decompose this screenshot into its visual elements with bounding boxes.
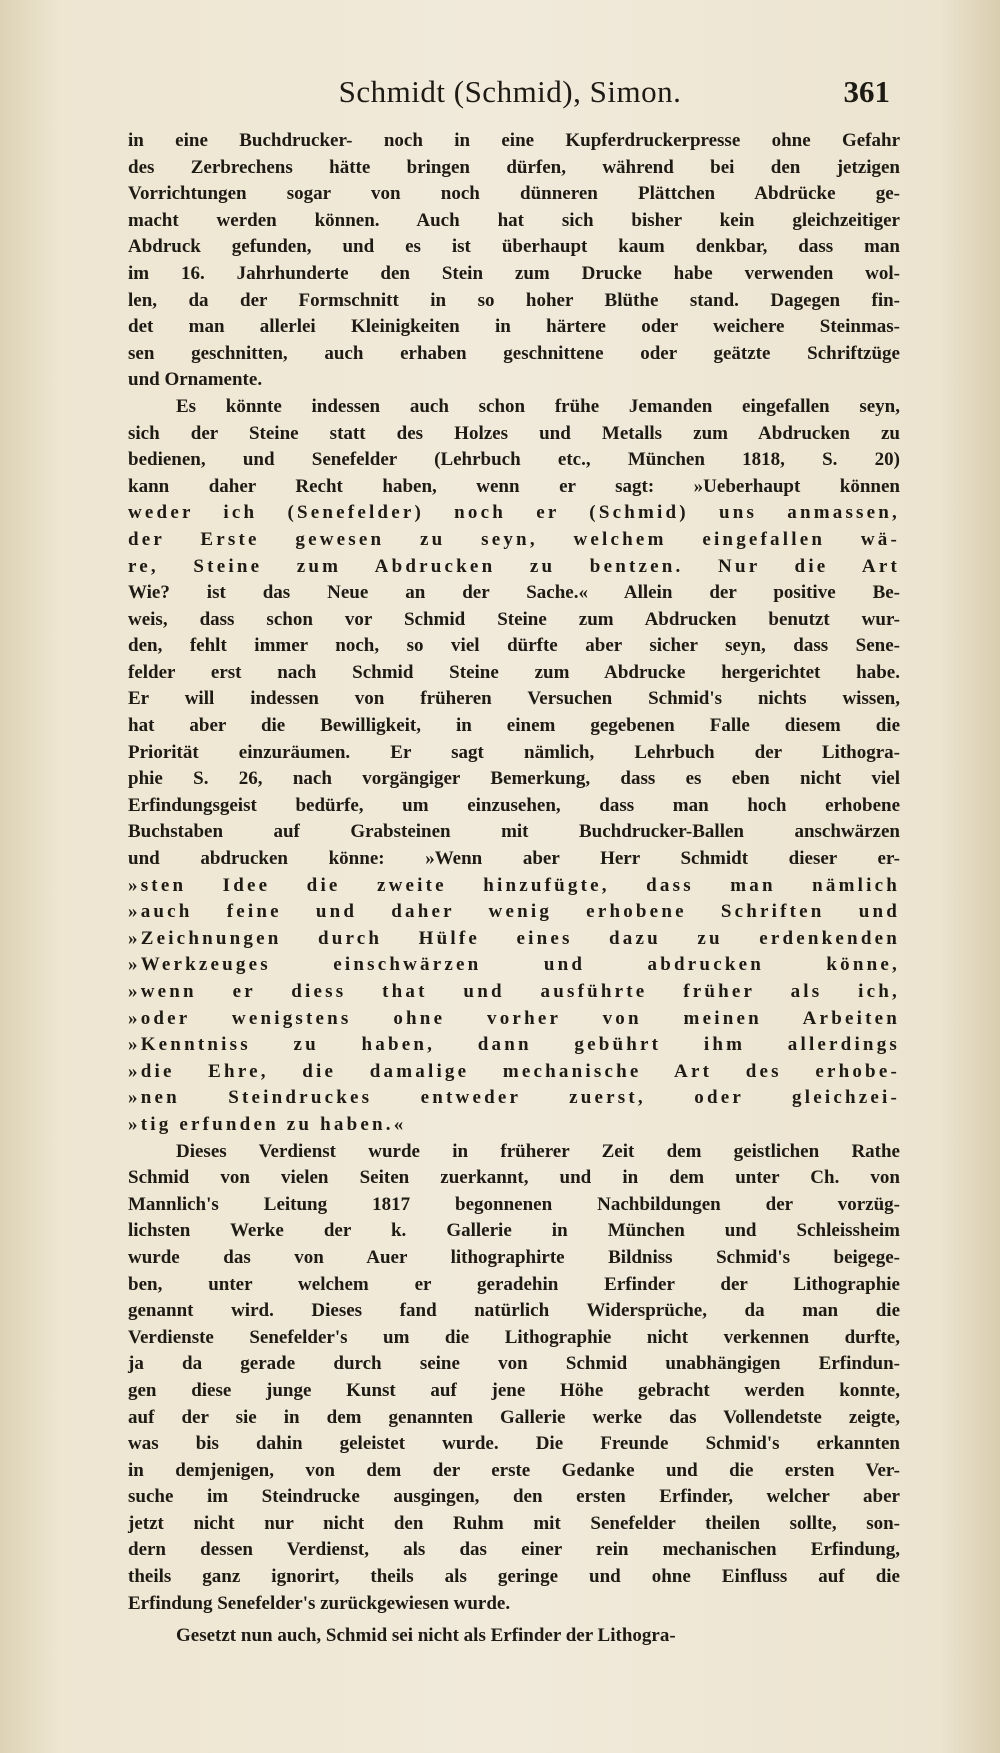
text-line: sen geschnitten, auch erhaben geschnittene oder geätzte Schriftzüge	[128, 342, 900, 364]
text-line: »Werkzeuges einschwärzen und abdrucken könne,	[128, 954, 900, 976]
text-line: ben, unter welchem er geradehin Erfinder der Lithographie	[128, 1273, 900, 1295]
text-line: Dieses Verdienst wurde in früherer Zeit dem geistlichen Rathe	[176, 1140, 900, 1162]
text-line: der Erste gewesen zu seyn, welchem eingefallen wä-	[128, 528, 900, 550]
text-line: in demjenigen, von dem der erste Gedanke und die ersten Ver-	[128, 1459, 900, 1481]
text-line: Mannlich's Leitung 1817 begonnenen Nachbildungen der vorzüg-	[128, 1193, 900, 1215]
text-line: »nen Steindruckes entweder zuerst, oder gleichzei-	[128, 1087, 900, 1109]
text-line: genannt wird. Dieses fand natürlich Widersprüche, da man die	[128, 1300, 900, 1322]
text-line: Priorität einzuräumen. Er sagt nämlich, Lehrbuch der Lithogra-	[128, 741, 900, 763]
text-line: sich der Steine statt des Holzes und Metalls zum Abdrucken zu	[128, 422, 900, 444]
text-line: »sten Idee die zweite hinzufügte, dass man nämlich	[128, 874, 900, 896]
text-line: dern dessen Verdienst, als das einer rein mechanischen Erfindung,	[128, 1539, 900, 1561]
text-line: »tig erfunden zu haben.«	[128, 1113, 407, 1135]
text-line: Erfindungsgeist bedürfe, um einzusehen, dass man hoch erhobene	[128, 794, 900, 816]
paragraph-4	[128, 1623, 900, 1650]
body-text	[128, 128, 900, 1650]
text-line: des Zerbrechens hätte bringen dürfen, während bei den jetzigen	[128, 156, 900, 178]
text-line: hat aber die Bewilligkeit, in einem gegebenen Falle diesem die	[128, 715, 900, 737]
paragraph-3	[128, 1139, 900, 1618]
text-line: felder erst nach Schmid Steine zum Abdrucke hergerichtet habe.	[128, 661, 900, 683]
paragraph-1	[128, 128, 900, 394]
text-line: Es könnte indessen auch schon frühe Jemanden eingefallen seyn,	[176, 395, 900, 417]
text-line: wurde das von Auer lithographirte Bildniss Schmid's beigege-	[128, 1246, 900, 1268]
text-line: »Kenntniss zu haben, dann gebührt ihm allerdings	[128, 1034, 900, 1056]
text-line: Buchstaben auf Grabsteinen mit Buchdrucker-Ballen anschwärzen	[128, 821, 900, 843]
text-line: und Ornamente.	[128, 369, 263, 391]
text-line: theils ganz ignorirt, theils als geringe und ohne Einfluss auf die	[128, 1566, 900, 1588]
text-line: Abdruck gefunden, und es ist überhaupt kaum denkbar, dass man	[128, 236, 900, 258]
text-line: det man allerlei Kleinigkeiten in härtere oder weichere Steinmas-	[128, 316, 900, 338]
text-line: und abdrucken könne: »Wenn aber Herr Schmidt dieser er-	[128, 848, 900, 870]
text-line: »Zeichnungen durch Hülfe eines dazu zu erdenkenden	[128, 927, 900, 949]
text-line: phie S. 26, nach vorgängiger Bemerkung, dass es eben nicht viel	[128, 768, 900, 790]
running-head: Schmidt (Schmid), Simon.	[338, 74, 682, 109]
text-line: Erfindung Senefelder's zurückgewiesen wurde.	[128, 1592, 511, 1614]
text-line: in eine Buchdrucker- noch in eine Kupferdruckerpresse ohne Gefahr	[128, 130, 900, 151]
text-line: was bis dahin geleistet wurde. Die Freunde Schmid's erkannten	[128, 1433, 900, 1455]
text-line: »wenn er diess that und ausführte früher als ich,	[128, 981, 900, 1002]
text-line: weis, dass schon vor Schmid Steine zum Abdrucken benutzt wur-	[128, 608, 900, 630]
text-line: »die Ehre, die damalige mechanische Art des erhobe-	[128, 1060, 900, 1082]
text-line: lichsten Werke der k. Gallerie in München und Schleissheim	[128, 1220, 900, 1242]
text-line: den, fehlt immer noch, so viel dürfte aber sicher seyn, dass Sene-	[128, 635, 900, 657]
text-line: re, Steine zum Abdrucken zu bentzen. Nur die Art	[128, 555, 900, 577]
text-line: Gesetzt nun auch, Schmid sei nicht als Erfinder der Lithogra-	[176, 1625, 676, 1647]
text-line: Wie? ist das Neue an der Sache.« Allein der positive Be-	[128, 582, 900, 604]
text-line: jetzt nicht nur nicht den Ruhm mit Senefelder theilen sollte, son-	[128, 1512, 900, 1534]
text-line: Verdienste Senefelder's um die Lithographie nicht verkennen durfte,	[128, 1326, 900, 1348]
page-header	[130, 74, 890, 124]
page-number: 361	[843, 74, 890, 109]
text-line: »auch feine und daher wenig erhobene Schriften und	[128, 901, 900, 923]
text-line: macht werden können. Auch hat sich bisher kein gleichzeitiger	[128, 209, 900, 231]
text-line: gen diese junge Kunst auf jene Höhe gebracht werden konnte,	[128, 1379, 900, 1401]
text-line: ja da gerade durch seine von Schmid unabhängigen Erfindun-	[128, 1353, 900, 1375]
text-line: kann daher Recht haben, wenn er sagt: »Ueberhaupt können	[128, 475, 900, 497]
text-line: Schmid von vielen Seiten zuerkannt, und in dem unter Ch. von	[128, 1167, 900, 1189]
paragraph-2	[128, 394, 900, 1139]
text-line: len, da der Formschnitt in so hoher Blüthe stand. Dagegen fin-	[128, 289, 900, 311]
text-line: bedienen, und Senefelder (Lehrbuch etc., München 1818, S. 20)	[128, 449, 900, 471]
text-line: »oder wenigstens ohne vorher von meinen Arbeiten	[128, 1007, 900, 1029]
text-line: auf der sie in dem genannten Gallerie werke das Vollendetste zeigte,	[128, 1406, 900, 1428]
text-line: weder ich (Senefelder) noch er (Schmid) uns anmassen,	[128, 502, 900, 524]
text-line: Er will indessen von früheren Versuchen Schmid's nichts wissen,	[128, 688, 900, 710]
text-line: Vorrichtungen sogar von noch dünneren Plättchen Abdrücke ge-	[128, 183, 900, 205]
text-line: im 16. Jahrhunderte den Stein zum Drucke habe verwenden wol-	[128, 262, 900, 284]
text-line: suche im Steindrucke ausgingen, den ersten Erfinder, welcher aber	[128, 1486, 900, 1508]
